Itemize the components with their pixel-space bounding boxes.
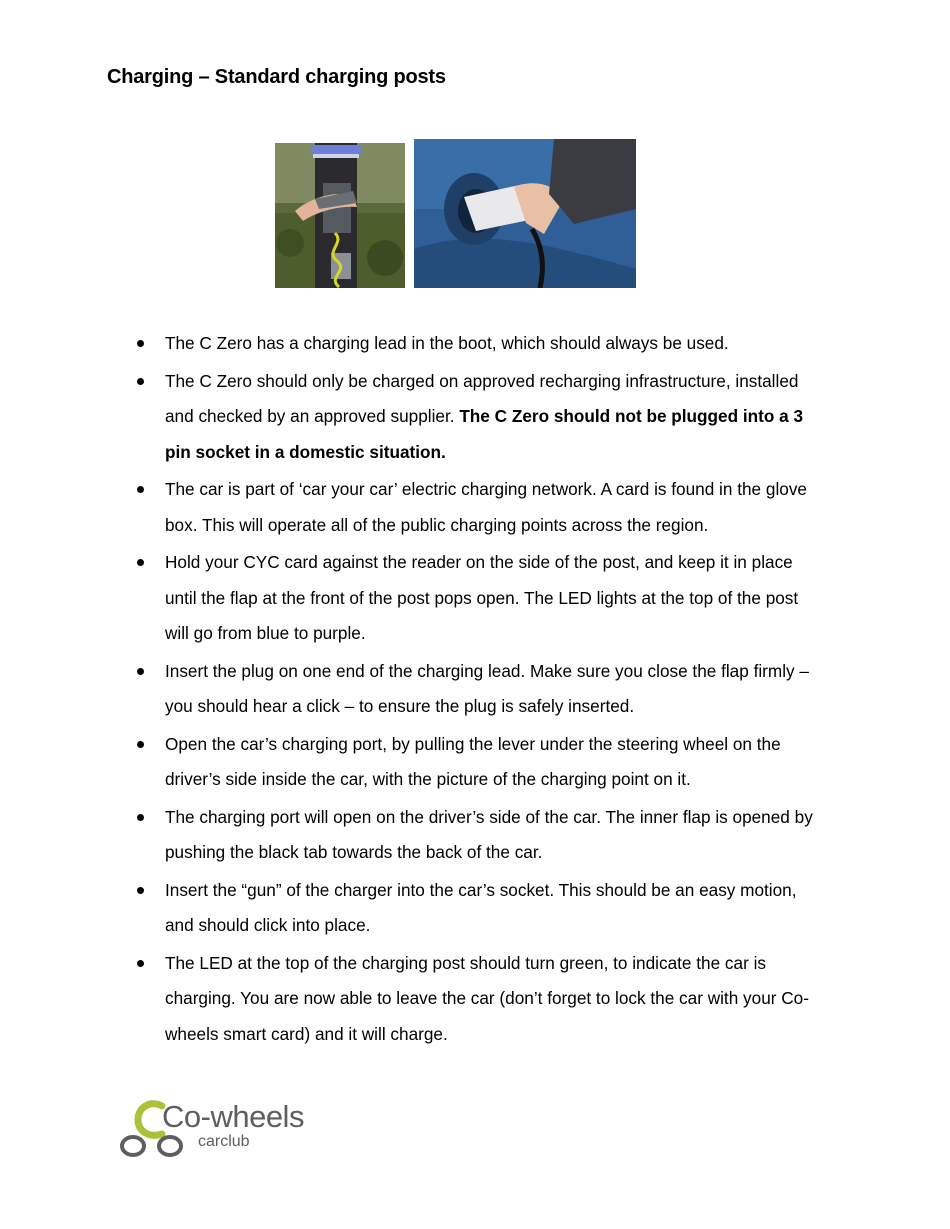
charging-post-photo: [275, 143, 405, 288]
list-item: [136, 800, 816, 871]
logo-brand-text: Co-wheels: [162, 1099, 304, 1134]
list-item-bold-text: The C Zero should not be plugged into a 3 pin socket in a domestic situation.: [165, 406, 804, 462]
page-title: Charging – Standard charging posts: [107, 66, 446, 88]
list-item-text: The LED at the top of the charging post should turn green, to indicate the car is charging. You are now able to leave the car (don’t forget to lock the car with your Co-wheels smart card) and it will charge.: [165, 952, 809, 1044]
instruction-list: [136, 326, 816, 1054]
list-item: [136, 472, 816, 543]
logo-sub-text: carclub: [198, 1133, 250, 1150]
list-item-text: Insert the “gun” of the charger into the car’s socket. This should be an easy motion, and should click into place.: [165, 879, 797, 935]
co-wheels-logo: [118, 1098, 318, 1164]
list-item-text: The C Zero has a charging lead in the boot, which should always be used.: [165, 333, 729, 353]
list-item: [136, 727, 816, 798]
list-item: [136, 326, 816, 362]
list-item: [136, 946, 816, 1053]
car-socket-photo: [414, 139, 636, 288]
list-item: [136, 873, 816, 944]
list-item-text: The C Zero should only be charged on approved recharging infrastructure, installed and checked by an approved supplier.: [165, 370, 799, 426]
list-item-text: The car is part of ‘car your car’ electric charging network. A card is found in the glove box. This will operate all of the public charging points across the region.: [165, 479, 807, 535]
list-item: [136, 654, 816, 725]
list-item: [136, 545, 816, 652]
list-item-text: Insert the plug on one end of the charging lead. Make sure you close the flap firmly – you should hear a click – to ensure the plug is safely inserted.: [165, 660, 809, 716]
list-item-text: Hold your CYC card against the reader on the side of the post, and keep it in place until the flap at the front of the post pops open. The LED lights at the top of the post will go from blue to purple.: [165, 552, 799, 643]
list-item-text: Open the car’s charging port, by pulling the lever under the steering wheel on the driver’s side inside the car, with the picture of the charging point on it.: [165, 733, 781, 789]
list-item: [136, 364, 816, 471]
list-item-text: The charging port will open on the driver’s side of the car. The inner flap is opened by pushing the black tab towards the back of the car.: [165, 806, 813, 862]
